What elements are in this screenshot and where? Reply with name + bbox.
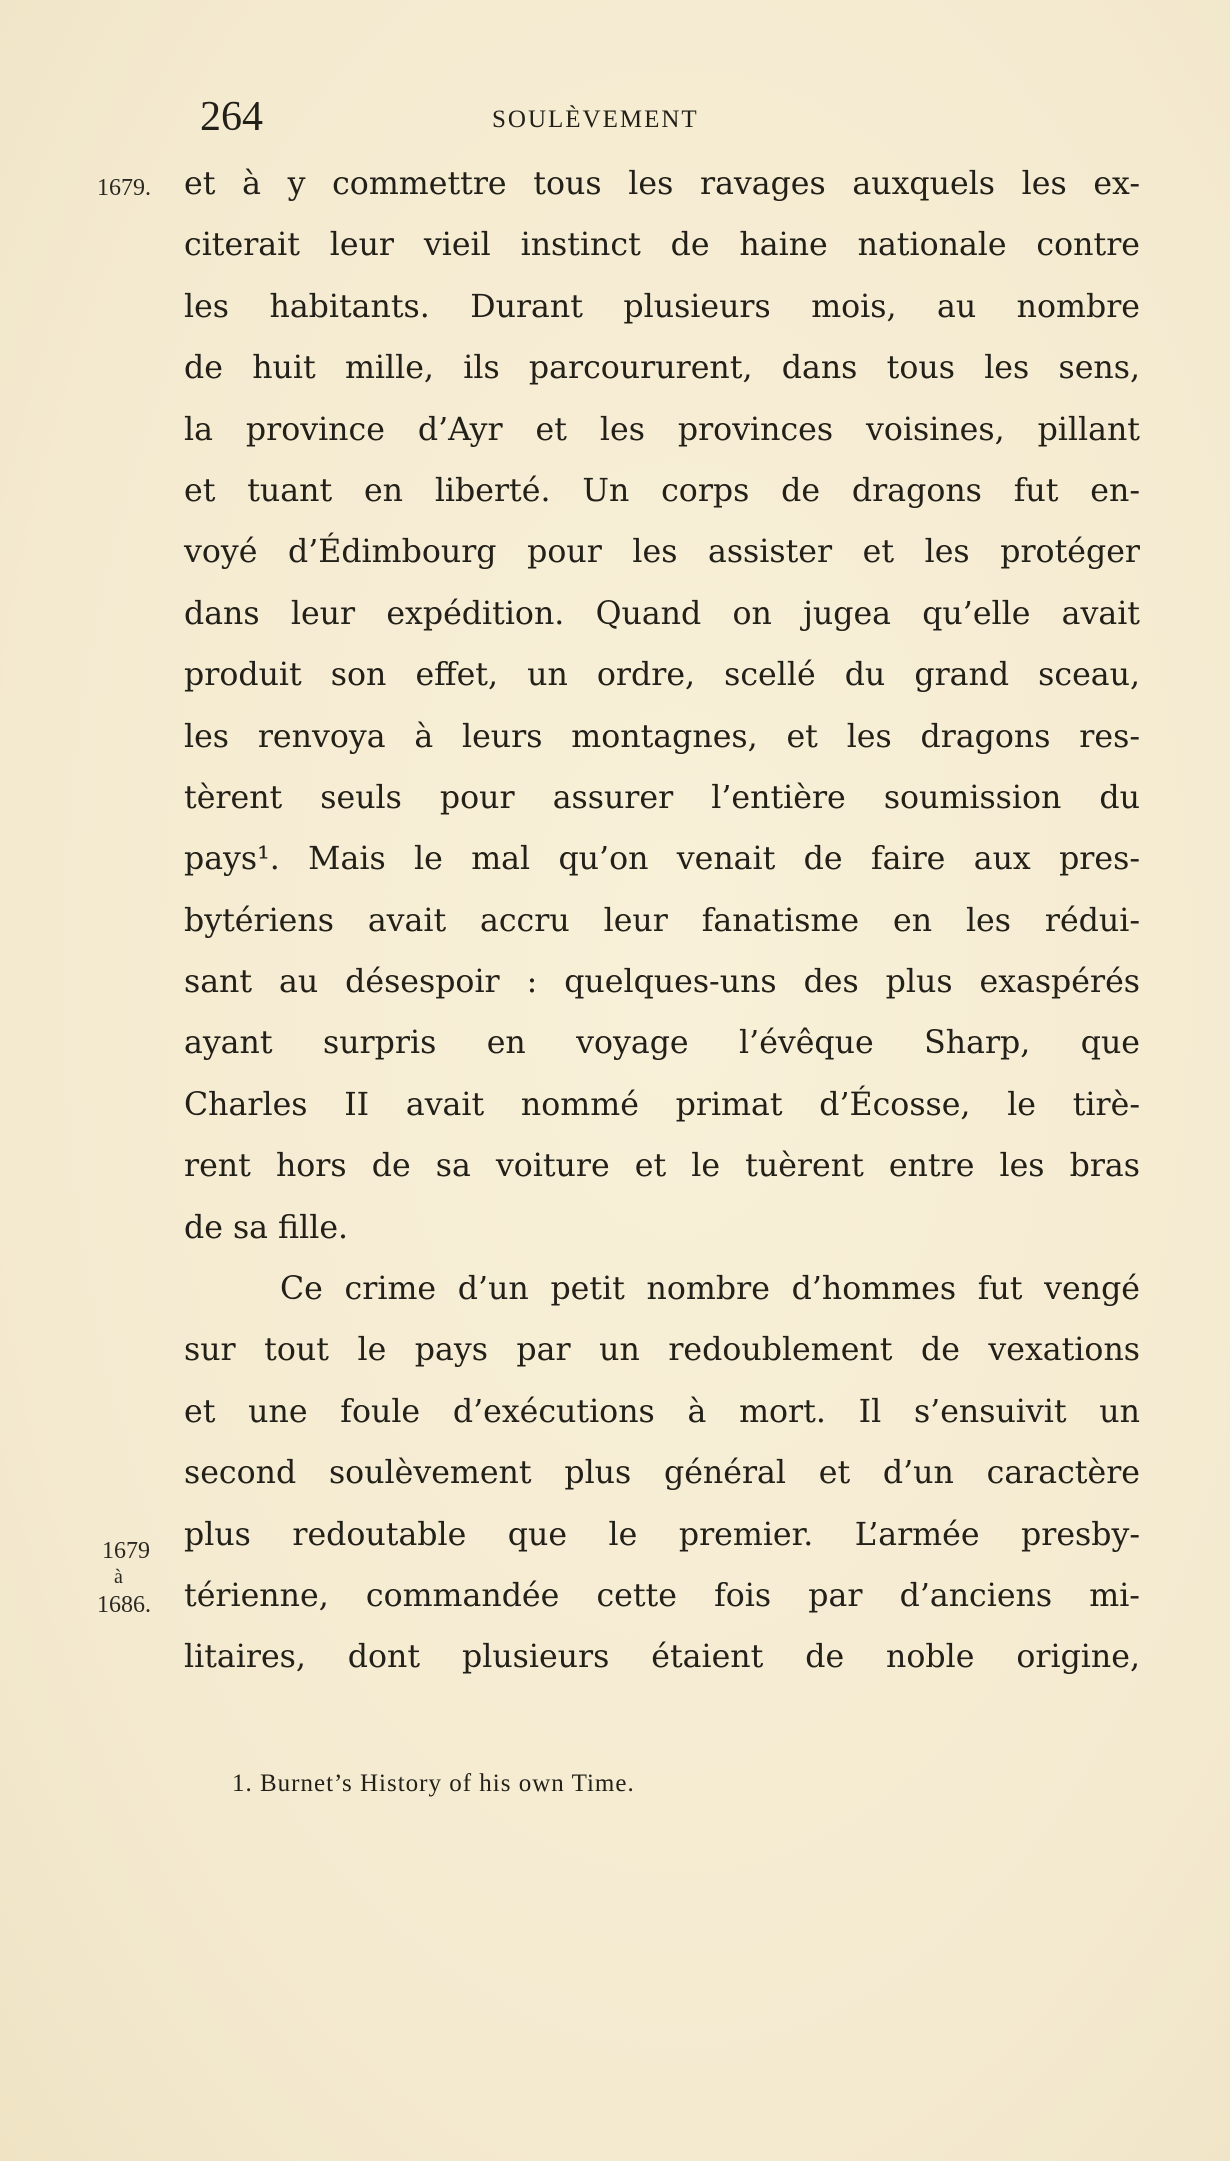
text-line: litaires, dont plusieurs étaient de noble origine, — [184, 1639, 1140, 1676]
text-line: bytériens avait accru leur fanatisme en les rédui- — [184, 902, 1140, 939]
text-line: et une foule d’exécutions à mort. Il s’ensuivit un — [184, 1393, 1140, 1430]
text-line: citerait leur vieil instinct de haine nationale contre — [184, 227, 1140, 264]
text-line: produit son effet, un ordre, scellé du grand sceau, — [184, 657, 1140, 694]
margin-range-end: 1686. — [97, 1592, 151, 1618]
text-line: voyé d’Édimbourg pour les assister et les protéger — [184, 534, 1140, 571]
margin-range-connector: à — [114, 1566, 123, 1588]
margin-range-start: 1679 — [102, 1538, 150, 1564]
text-line: sur tout le pays par un redoublement de vexations — [184, 1332, 1140, 1369]
body-text — [184, 154, 1140, 1689]
text-line: les habitants. Durant plusieurs mois, au nombre — [184, 288, 1140, 325]
text-line: de huit mille, ils parcoururent, dans tous les sens, — [184, 350, 1140, 387]
text-line: ayant surpris en voyage l’évêque Sharp, que — [184, 1025, 1140, 1062]
text-line: dans leur expédition. Quand on jugea qu’elle avait — [184, 595, 1140, 632]
text-line: la province d’Ayr et les provinces voisines, pillant — [184, 411, 1140, 448]
page-header — [0, 92, 1230, 142]
text-line: et à y commettre tous les ravages auxquels les ex- — [184, 166, 1140, 202]
text-line: Charles II avait nommé primat d’Écosse, le tirè- — [184, 1086, 1140, 1123]
running-title: SOULÈVEMENT — [492, 106, 699, 133]
footnote: 1. Burnet’s History of his own Time. — [232, 1770, 635, 1797]
text-line: plus redoutable que le premier. L’armée presby- — [184, 1516, 1140, 1553]
text-line: pays¹. Mais le mal qu’on venait de faire aux pres- — [184, 841, 1140, 878]
text-line: et tuant en liberté. Un corps de dragons fut en- — [184, 472, 1140, 509]
margin-year: 1679. — [97, 175, 151, 201]
text-line: tèrent seuls pour assurer l’entière soumission du — [184, 779, 1140, 816]
text-line: térienne, commandée cette fois par d’anciens mi- — [184, 1577, 1140, 1614]
text-line: sant au désespoir : quelques-uns des plus exaspérés — [184, 964, 1140, 1001]
text-line: second soulèvement plus général et d’un caractère — [184, 1455, 1140, 1492]
text-line: Ce crime d’un petit nombre d’hommes fut vengé — [280, 1271, 1140, 1308]
text-line: rent hors de sa voiture et le tuèrent entre les bras — [184, 1148, 1140, 1185]
text-line: de sa fille. — [184, 1209, 349, 1246]
page-number: 264 — [200, 94, 263, 140]
text-line: les renvoya à leurs montagnes, et les dragons res- — [184, 718, 1140, 755]
